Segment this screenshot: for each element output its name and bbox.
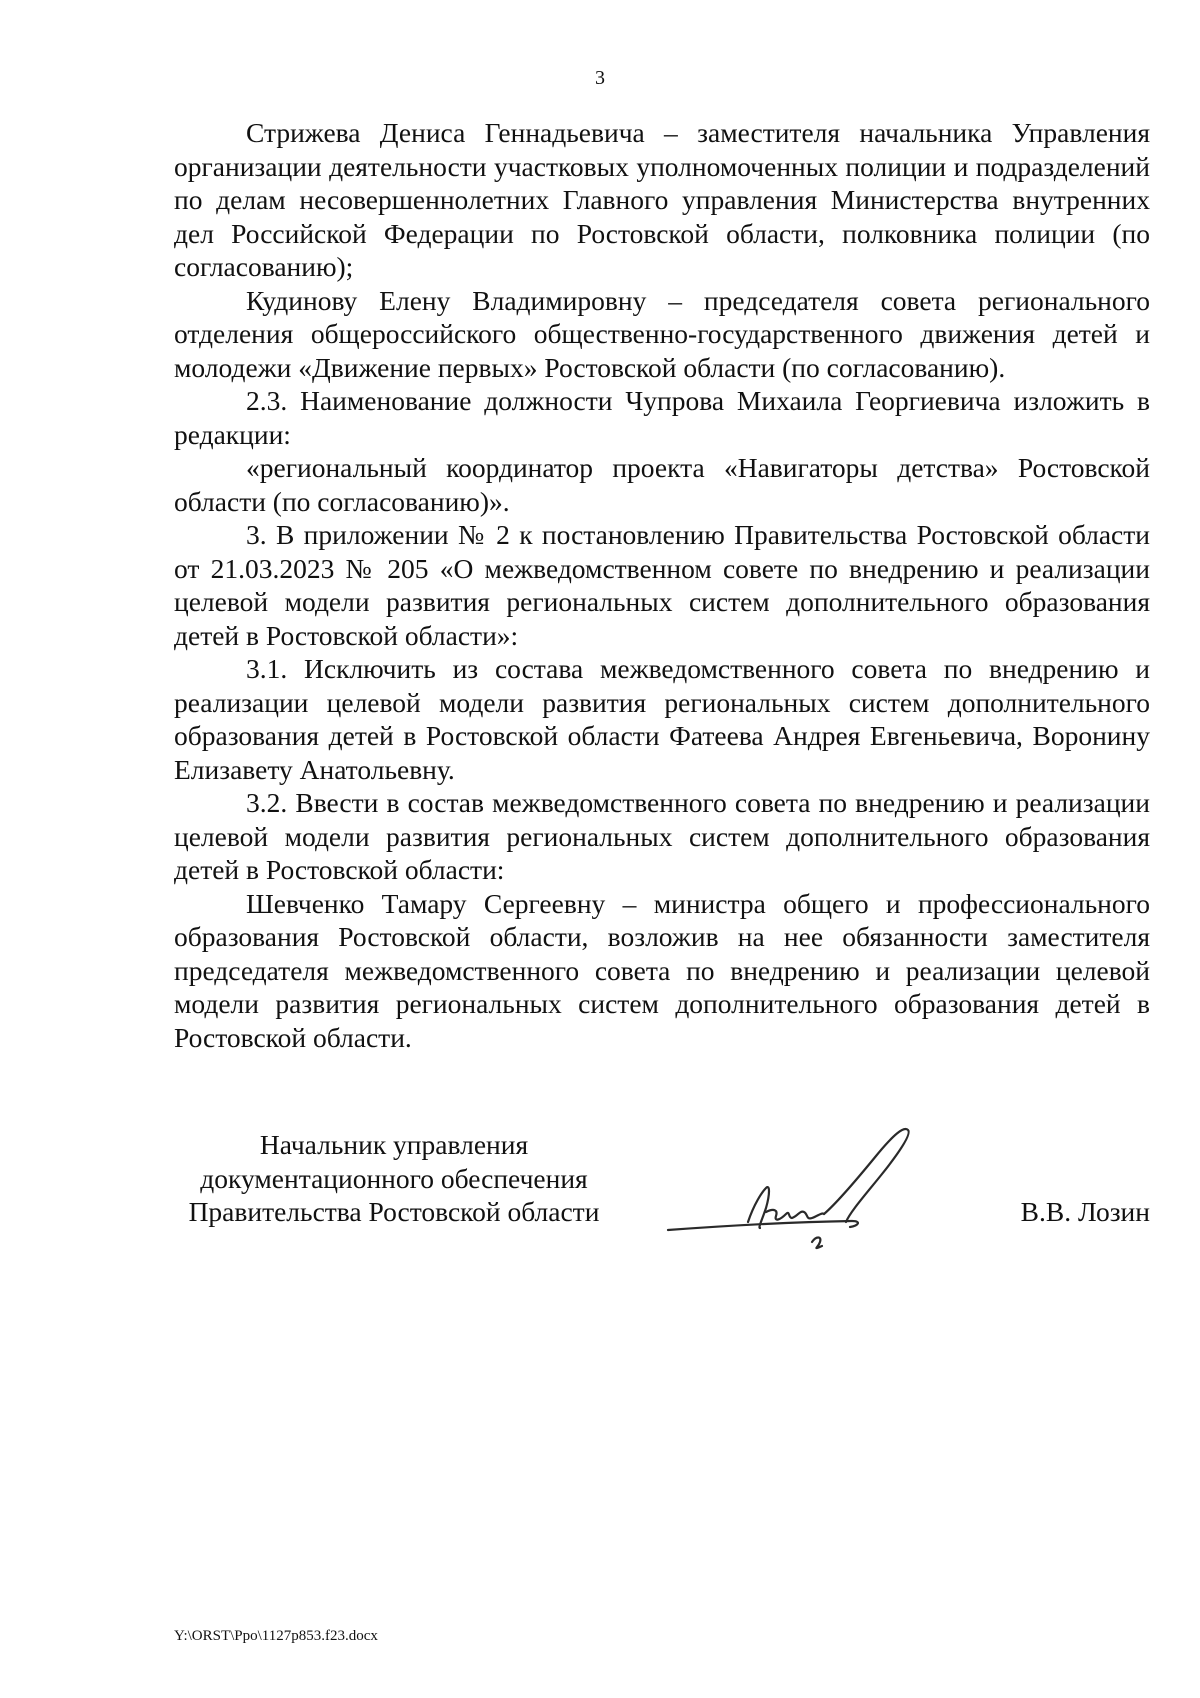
- paragraph-kudinova: Кудинову Елену Владимировну – председателя совета регионального отделения общероссийского общественно-государственного движения детей и молодежи «Движение первых» Ростовской области (по согласованию).: [174, 284, 1150, 383]
- paragraph-strizhev: Стрижева Дениса Геннадьевича – заместителя начальника Управления организации деятельности участковых уполномоченных полиции и подразделений по делам несовершеннолетних Главного управления Министерства внутренних дел Российской Федерации по Ростовской области, полковника полиции (по согласованию);: [174, 117, 1150, 282]
- document-body: [174, 116, 1150, 1054]
- signatory-title: [174, 1128, 614, 1229]
- paragraph-3-2: 3.2. Ввести в состав межведомственного совета по внедрению и реализации целевой модели развития региональных систем дополнительного образования детей в Ростовской области:: [174, 787, 1150, 885]
- signatory-title-line: документационного обеспечения: [200, 1162, 588, 1194]
- footer-file-path: Y:\ORST\Ppo\1127p853.f23.docx: [174, 1628, 378, 1644]
- signatory-name: В.В. Лозин: [1020, 1196, 1150, 1227]
- signatory-title-line: Правительства Ростовской области: [188, 1196, 600, 1227]
- handwritten-signature: [662, 1118, 952, 1268]
- paragraph-coordinator: «региональный координатор проекта «Навигаторы детства» Ростовской области (по согласованию)».: [174, 452, 1150, 517]
- paragraph-2-3: 2.3. Наименование должности Чупрова Михаила Георгиевича изложить в редакции:: [174, 385, 1150, 450]
- page-number: 3: [595, 67, 605, 89]
- paragraph-shevchenko: Шевченко Тамару Сергеевну – министра общего и профессионального образования Ростовской области, возложив на нее обязанности заместителя председателя межведомственного совета по внедрению и реализации целевой модели развития региональных систем дополнительного образования детей в Ростовской области.: [174, 887, 1150, 1053]
- paragraph-3: 3. В приложении № 2 к постановлению Правительства Ростовской области от 21.03.2023 № 205 «О межведомственном совете по внедрению и реализации целевой модели развития региональных систем дополнительного образования детей в Ростовской области»:: [174, 519, 1150, 651]
- signatory-title-line: Начальник управления: [259, 1129, 529, 1160]
- paragraph-3-1: 3.1. Исключить из состава межведомственного совета по внедрению и реализации целевой модели развития региональных систем дополнительного образования детей в Ростовской области Фатеева Андрея Евгеньевича, Воронину Елизавету Анатольевну.: [174, 653, 1150, 785]
